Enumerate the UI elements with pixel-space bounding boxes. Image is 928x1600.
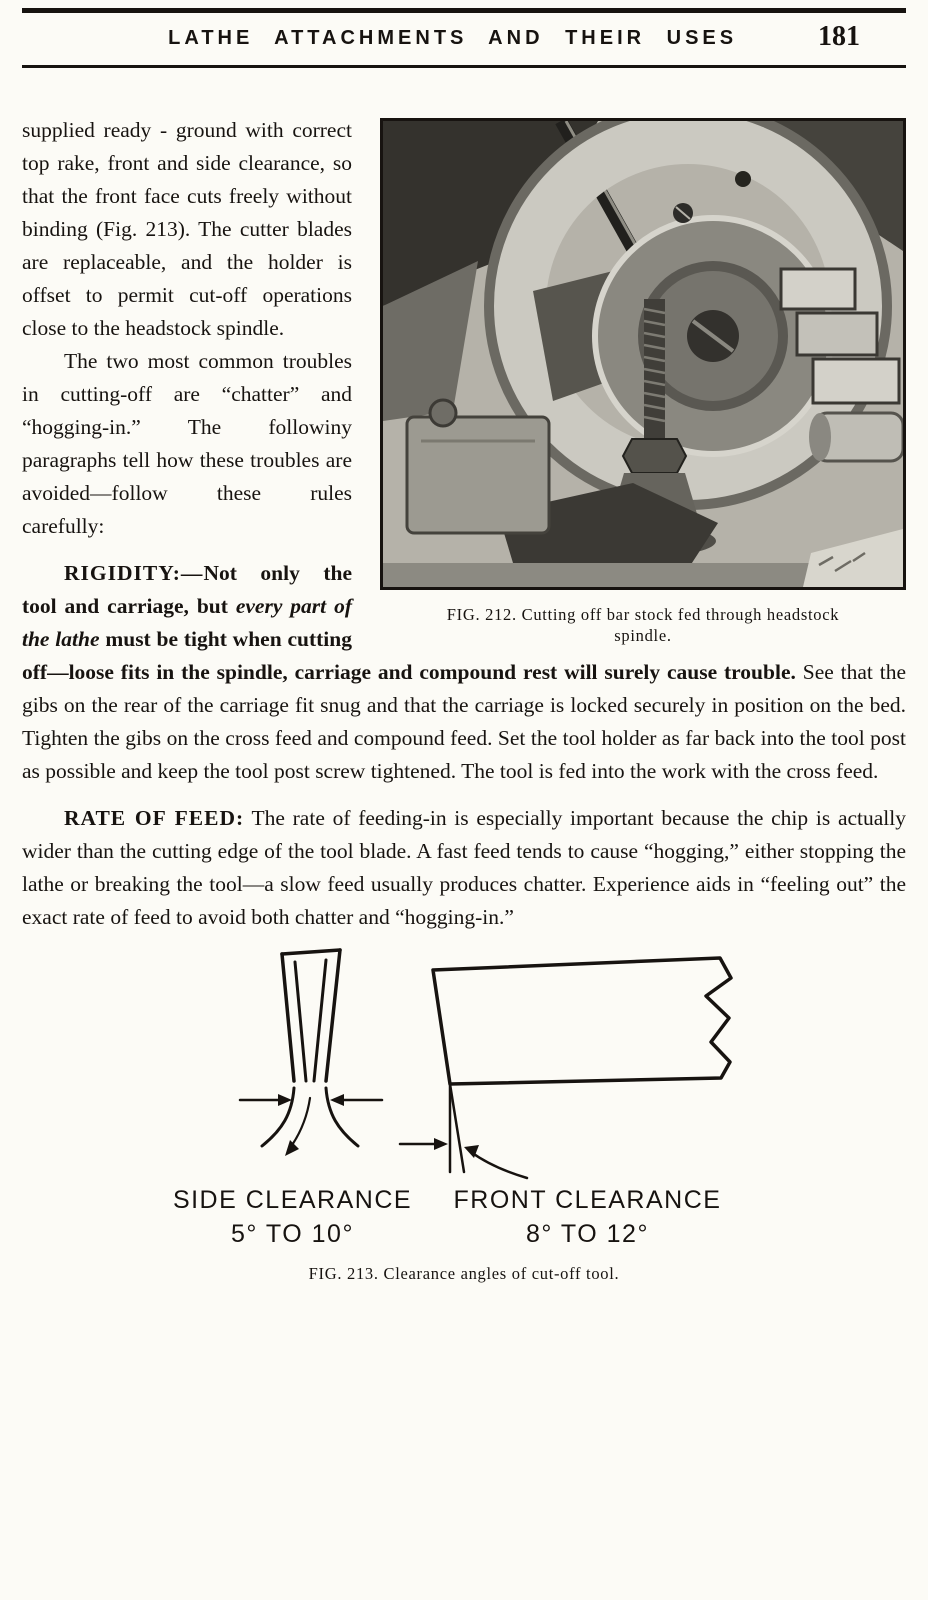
fig-212-caption: FIG. 212. Cutting off bar stock fed through headstock spindle. [446, 605, 840, 645]
lathe-photo-illustration [383, 121, 903, 587]
page-body [22, 68, 906, 1284]
paragraph-rate-of-feed [22, 802, 906, 934]
rigidity-text-1: Not only the tool and carriage, but [22, 561, 352, 618]
rigidity-emphasis: every part of the lathe [22, 594, 352, 651]
rigidity-heading: RIGIDITY:— [64, 561, 204, 585]
rigidity-text-3: See that the gibs on the rear of the carriage fit snug and that the carriage is locked securely in position on the bed. Tighten the gibs on the cross feed and compound feed. Set the tool holder as far back into the tool post as possible and keep the tool post screw tightened. The tool is fed into the work with the cross feed. [22, 660, 906, 783]
front-clearance-range: 8° TO 12° [526, 1220, 649, 1248]
running-title: LATHE ATTACHMENTS AND THEIR USES [168, 27, 738, 49]
side-clearance-range: 5° TO 10° [231, 1220, 354, 1248]
paragraph-intro: supplied ready - ground with correct top rake, front and side clearance, so that the front face cuts freely without binding (Fig. 213). The cutter blades are replaceable, and the holder is offset to permit cut-off operations close to the headstock spindle. [22, 118, 352, 340]
figure-213 [22, 948, 906, 1284]
side-clearance-drawing [240, 950, 382, 1148]
front-clearance-label [430, 1183, 745, 1251]
paragraph-troubles: The two most common troubles in cutting-off are “chatter” and “hogging-in.” The followiny paragraphs tell how these troubles are avoided—follow these rules carefully: [22, 349, 352, 538]
rate-of-feed-heading: RATE OF FEED: [64, 806, 245, 830]
apron-casting [407, 400, 549, 533]
fig-213-labels [22, 1183, 906, 1255]
front-clearance-drawing [400, 958, 731, 1178]
fig-213-diagram [30, 948, 898, 1183]
side-clearance-label [140, 1183, 445, 1251]
rate-of-feed-text: The rate of feeding-in is especially important because the chip is actually wider than the cutting edge of the tool blade. A fast feed tends to cause “hogging,” either stopping the lathe or breaking the tool—a slow feed usually produces chatter. Experience aids in “feeling out” the exact rate of feed to avoid both chatter and “hogging-in.” [22, 806, 906, 929]
page-number: 181 [818, 21, 860, 52]
side-clearance-title: SIDE CLEARANCE [172, 1186, 413, 1214]
rigidity-text-2: must be tight when cutting off—loose fits in the spindle, carriage and compound rest will surely cause trouble. [22, 627, 796, 684]
page-header [22, 13, 906, 65]
fig-213-caption: FIG. 213. Clearance angles of cut-off tool. [308, 1264, 620, 1283]
front-clearance-title: FRONT CLEARANCE [453, 1186, 722, 1214]
figure-212 [380, 118, 906, 646]
fig-212-photo-frame [380, 118, 906, 590]
